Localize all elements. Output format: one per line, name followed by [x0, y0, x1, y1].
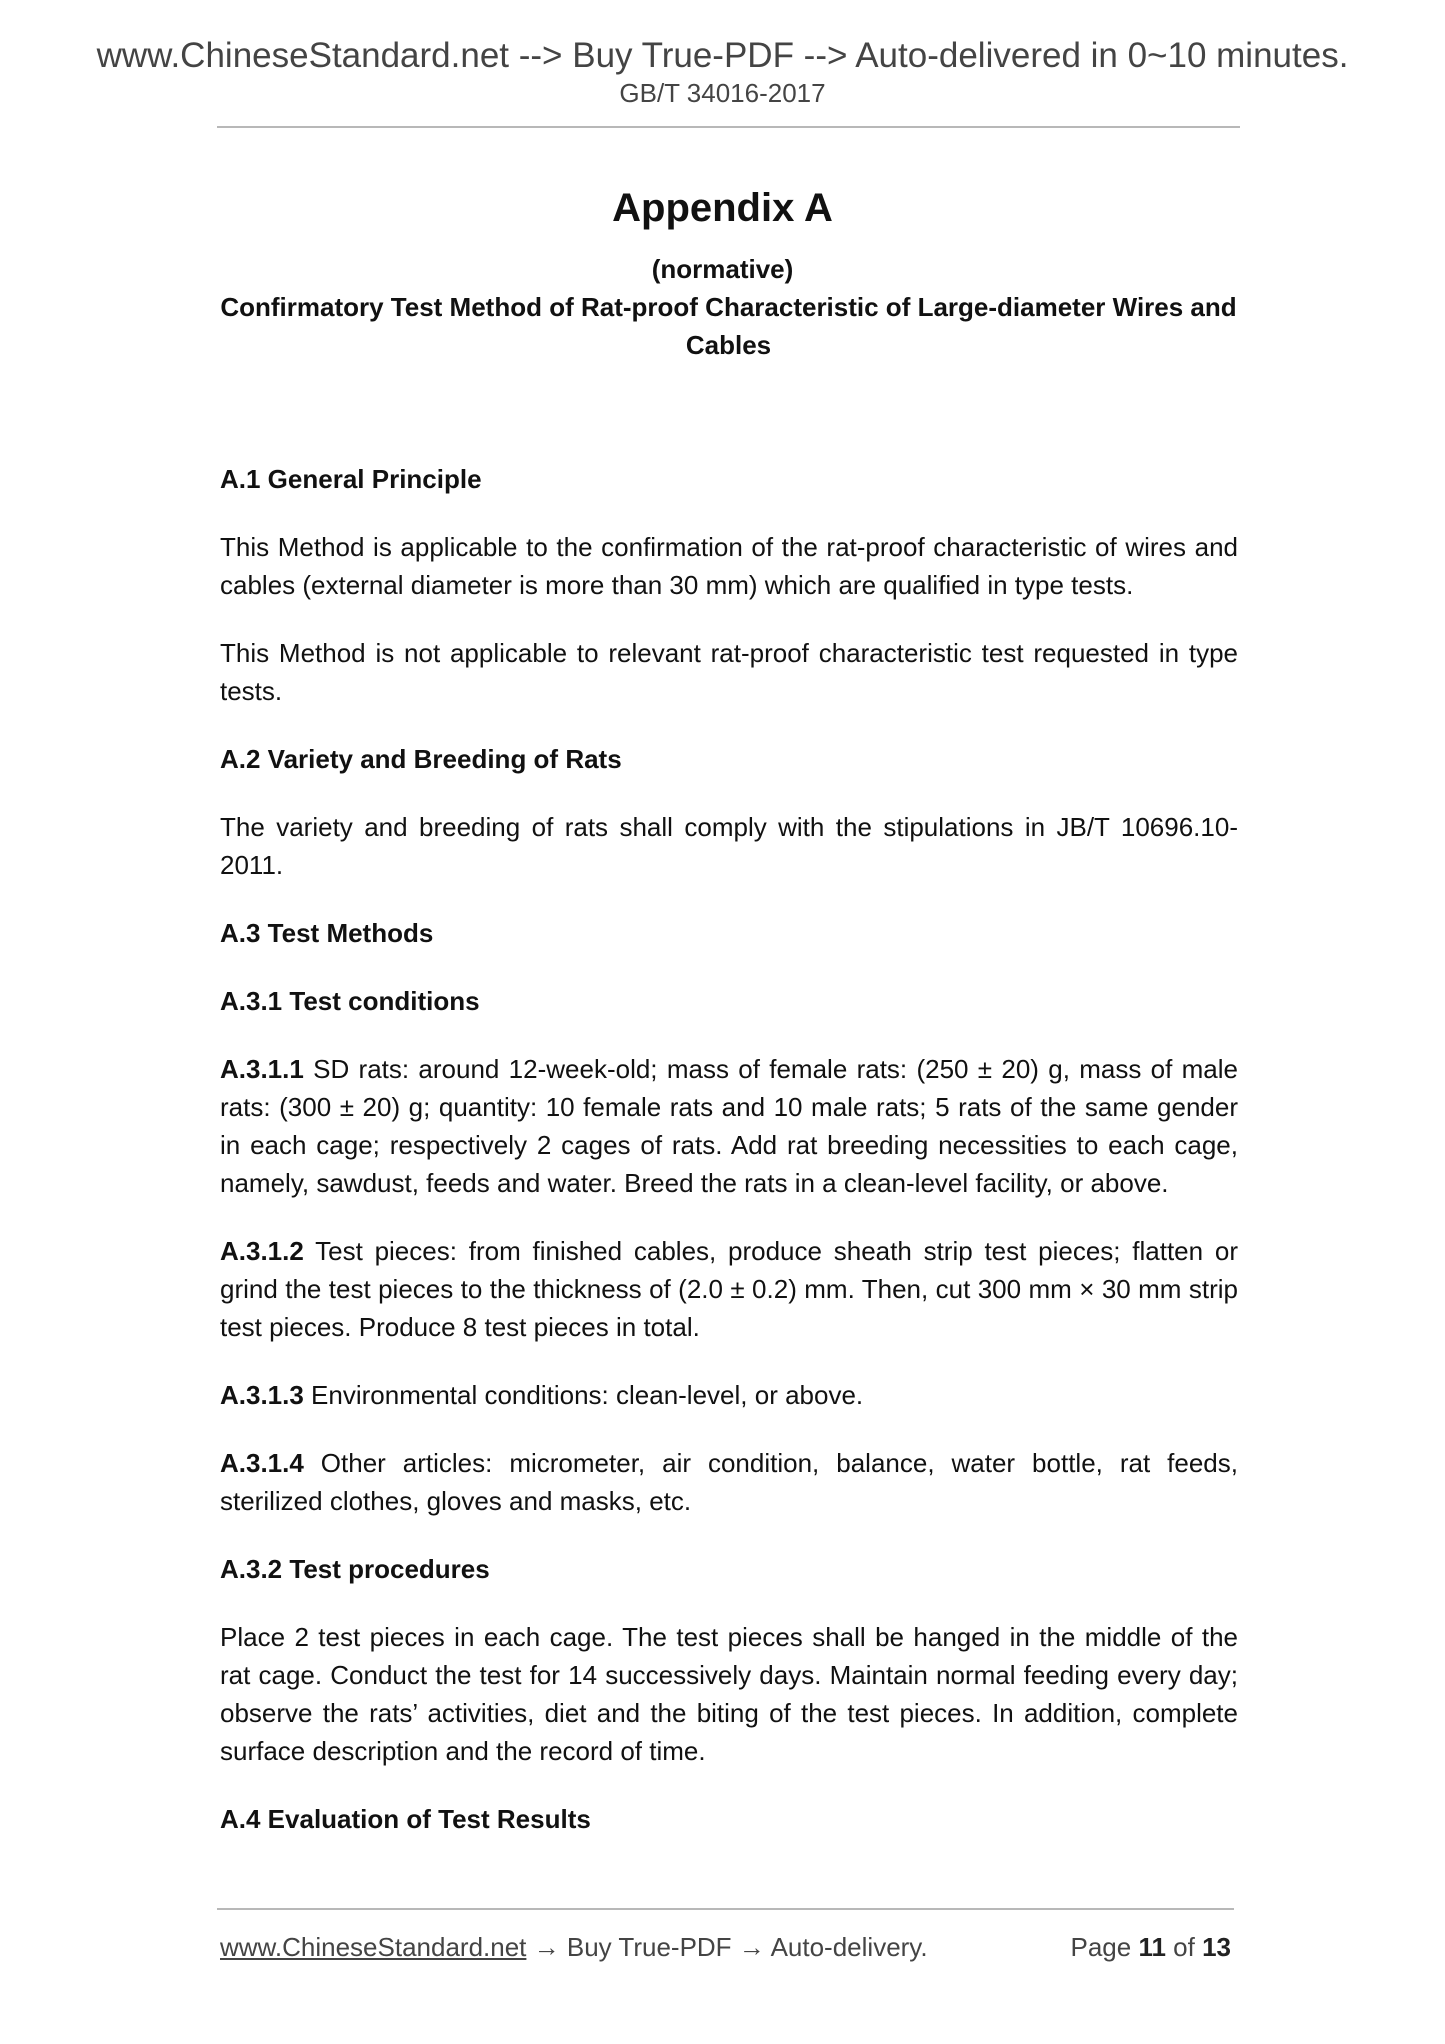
appendix-type: (normative) [651, 254, 794, 284]
section-a4-heading: A.4 Evaluation of Test Results [220, 1804, 591, 1834]
clause-a311 [220, 1050, 1238, 1202]
clause-a311-text: SD rats: around 12-week-old; mass of female rats: (250 ± 20) g, mass of male rats: (300 ± 20) g; quantity: 10 female rats and 10 male rats; 5 rats of the same gender in each cage; respectively 2 cages of rats. Add rat breeding necessities to each cage, namely, sawdust, feeds and water. Breed the rats in a clean-level facility, or above. [220, 1054, 1238, 1198]
section-a2-heading: A.2 Variety and Breeding of Rats [220, 744, 622, 774]
page-total: 13 [1202, 1932, 1231, 1962]
clause-a313-text: Environmental conditions: clean-level, or above. [303, 1380, 864, 1410]
document-number: GB/T 34016-2017 [619, 78, 826, 108]
clause-a314-text: Other articles: micrometer, air condition, balance, water bottle, rat feeds, sterilized clothes, gloves and masks, etc. [220, 1448, 1238, 1516]
section-a32-heading: A.3.2 Test procedures [220, 1554, 490, 1584]
clause-a314 [220, 1444, 1238, 1520]
section-a31-heading: A.3.1 Test conditions [220, 986, 480, 1016]
page-of-label: of [1165, 1932, 1203, 1962]
clause-a312-number: A.3.1.2 [220, 1236, 304, 1266]
footer-site-link[interactable]: www.ChineseStandard.net [220, 1932, 527, 1962]
footer-tagline: → Buy True-PDF → Auto-delivery. [526, 1932, 928, 1962]
section-a2-paragraph-1: The variety and breeding of rats shall comply with the stipulations in JB/T 10696.10-2011. [220, 812, 1238, 880]
document-body [220, 460, 1238, 1868]
clause-a312 [220, 1232, 1238, 1346]
clause-a314-number: A.3.1.4 [220, 1448, 304, 1478]
header-divider [217, 126, 1240, 128]
page-label: Page [1070, 1932, 1139, 1962]
footer-divider [217, 1908, 1234, 1910]
page-indicator [1070, 1934, 1231, 1960]
clause-a313 [220, 1376, 1238, 1414]
section-a1-heading: A.1 General Principle [220, 464, 482, 494]
clause-a312-text: Test pieces: from finished cables, produce sheath strip test pieces; flatten or grind the test pieces to the thickness of (2.0 ± 0.2) mm. Then, cut 300 mm × 30 mm strip test pieces. Produce 8 test pieces in total. [220, 1236, 1238, 1342]
section-a32-paragraph-1: Place 2 test pieces in each cage. The test pieces shall be hanged in the middle of the rat cage. Conduct the test for 14 successively days. Maintain normal feeding every day; observe the rats’ activities, diet and the biting of the test pieces. In addition, complete surface description and the record of time. [220, 1622, 1238, 1766]
footer-left [220, 1934, 928, 1960]
section-a3-heading: A.3 Test Methods [220, 918, 434, 948]
appendix-title: Appendix A [612, 186, 833, 230]
page-current: 11 [1138, 1932, 1166, 1962]
top-banner: www.ChineseStandard.net --> Buy True-PDF --> Auto-delivered in 0~10 minutes. [96, 36, 1349, 75]
section-a1-paragraph-2: This Method is not applicable to relevant rat-proof characteristic test requested in type tests. [220, 638, 1238, 706]
appendix-heading: Confirmatory Test Method of Rat-proof Characteristic of Large-diameter Wires and Cables [220, 292, 1237, 360]
clause-a313-number: A.3.1.3 [220, 1380, 304, 1410]
section-a1-paragraph-1: This Method is applicable to the confirmation of the rat-proof characteristic of wires and cables (external diameter is more than 30 mm) which are qualified in type tests. [220, 532, 1238, 600]
clause-a311-number: A.3.1.1 [220, 1054, 304, 1084]
